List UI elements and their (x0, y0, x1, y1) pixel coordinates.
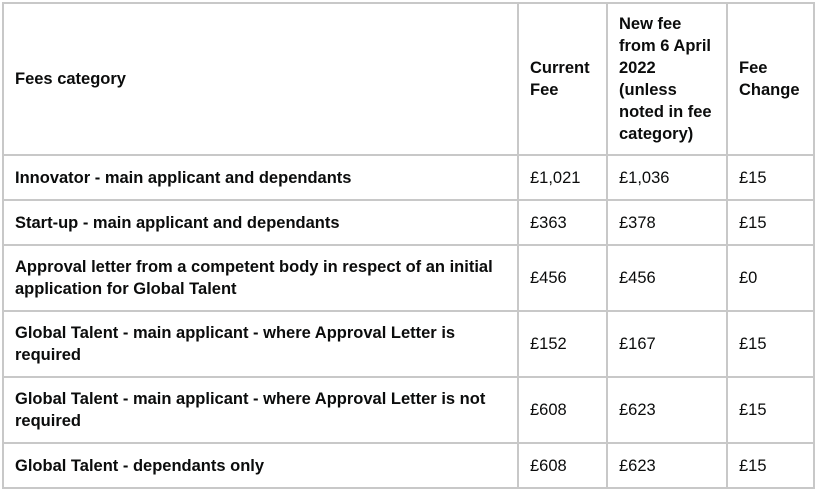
row-fee-change: £15 (727, 377, 814, 443)
row-current-fee: £608 (518, 443, 607, 488)
row-new-fee: £167 (607, 311, 727, 377)
row-fee-change: £0 (727, 245, 814, 311)
row-category: Global Talent - main applicant - where Approval Letter is not required (3, 377, 518, 443)
row-category: Global Talent - dependants only (3, 443, 518, 488)
row-current-fee: £363 (518, 200, 607, 245)
row-fee-change: £15 (727, 200, 814, 245)
table-row (3, 311, 814, 377)
table-row (3, 245, 814, 311)
row-new-fee: £456 (607, 245, 727, 311)
row-new-fee: £623 (607, 443, 727, 488)
row-current-fee: £1,021 (518, 155, 607, 200)
row-new-fee: £1,036 (607, 155, 727, 200)
row-category: Start-up - main applicant and dependants (3, 200, 518, 245)
row-fee-change: £15 (727, 443, 814, 488)
header-current-fee: Current Fee (518, 3, 607, 155)
row-category: Innovator - main applicant and dependants (3, 155, 518, 200)
table-row (3, 377, 814, 443)
fees-table (2, 2, 815, 489)
row-current-fee: £152 (518, 311, 607, 377)
header-new-fee: New fee from 6 April 2022 (unless noted in fee category) (607, 3, 727, 155)
row-category: Approval letter from a competent body in respect of an initial application for Global Talent (3, 245, 518, 311)
header-fee-change: Fee Change (727, 3, 814, 155)
row-new-fee: £378 (607, 200, 727, 245)
row-fee-change: £15 (727, 155, 814, 200)
row-new-fee: £623 (607, 377, 727, 443)
table-row (3, 443, 814, 488)
row-fee-change: £15 (727, 311, 814, 377)
header-row (3, 3, 814, 155)
table-row (3, 200, 814, 245)
row-current-fee: £608 (518, 377, 607, 443)
table-row (3, 155, 814, 200)
header-fees-category: Fees category (3, 3, 518, 155)
row-current-fee: £456 (518, 245, 607, 311)
row-category: Global Talent - main applicant - where Approval Letter is required (3, 311, 518, 377)
